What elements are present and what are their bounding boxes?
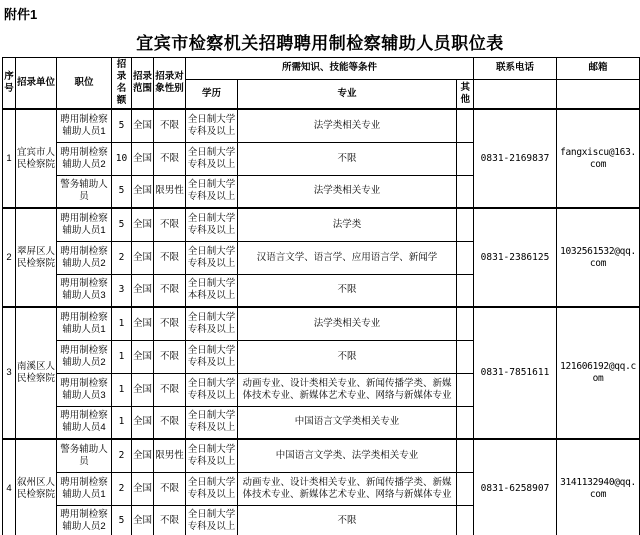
gender-cell: 限男性 — [154, 175, 186, 208]
scope-cell: 全国 — [132, 175, 154, 208]
education-cell: 全日制大学专科及以上 — [186, 439, 238, 472]
other-cell — [457, 142, 474, 175]
table-body — [3, 109, 640, 535]
education-cell: 全日制大学专科及以上 — [186, 307, 238, 340]
attachment-label: 附件1 — [4, 7, 38, 22]
major-cell: 动画专业、设计类相关专业、新闻传播学类、新媒体技术专业、新媒体艺术专业、网络与新媒体专业 — [238, 373, 457, 406]
other-cell — [457, 175, 474, 208]
gender-cell: 不限 — [154, 109, 186, 142]
major-cell: 不限 — [238, 274, 457, 307]
header-email-sub — [557, 79, 640, 109]
scope-cell: 全国 — [132, 439, 154, 472]
other-cell — [457, 406, 474, 439]
header-seq: 序号 — [3, 58, 16, 110]
header-education: 学历 — [186, 79, 238, 109]
scope-cell: 全国 — [132, 142, 154, 175]
major-cell: 法学类相关专业 — [238, 175, 457, 208]
page-title: 宜宾市检察机关招聘聘用制检察辅助人员职位表 — [136, 34, 504, 53]
unit-cell: 南溪区人民检察院 — [16, 307, 57, 439]
position-cell: 聘用制检察辅助人员1 — [57, 208, 112, 241]
other-cell — [457, 505, 474, 535]
other-cell — [457, 472, 474, 505]
education-cell: 全日制大学专科及以上 — [186, 505, 238, 535]
phone-cell: 0831-6258907 — [474, 439, 557, 535]
education-cell: 全日制大学专科及以上 — [186, 340, 238, 373]
header-quota: 招录名额 — [112, 58, 132, 110]
header-requirements: 所需知识、技能等条件 — [186, 58, 474, 80]
email-cell: 1032561532@qq.com — [557, 208, 640, 307]
seq-cell: 4 — [3, 439, 16, 535]
position-cell: 聘用制检察辅助人员3 — [57, 373, 112, 406]
header-gender: 招录对象性别 — [154, 58, 186, 110]
gender-cell: 不限 — [154, 472, 186, 505]
education-cell: 全日制大学专科及以上 — [186, 142, 238, 175]
email-cell: fangxiscu@163.com — [557, 109, 640, 208]
quota-cell: 1 — [112, 340, 132, 373]
gender-cell: 不限 — [154, 208, 186, 241]
seq-cell: 2 — [3, 208, 16, 307]
major-cell: 不限 — [238, 142, 457, 175]
position-cell: 聘用制检察辅助人员2 — [57, 241, 112, 274]
header-major: 专业 — [238, 79, 457, 109]
major-cell: 汉语言文学、语言学、应用语言学、新闻学 — [238, 241, 457, 274]
position-cell: 聘用制检察辅助人员2 — [57, 505, 112, 535]
position-cell: 聘用制检察辅助人员1 — [57, 307, 112, 340]
scope-cell: 全国 — [132, 373, 154, 406]
scope-cell: 全国 — [132, 472, 154, 505]
quota-cell: 3 — [112, 274, 132, 307]
header-email: 邮箱 — [557, 58, 640, 80]
education-cell: 全日制大学专科及以上 — [186, 472, 238, 505]
quota-cell: 1 — [112, 406, 132, 439]
gender-cell: 不限 — [154, 340, 186, 373]
positions-table — [2, 57, 640, 535]
header-position: 职位 — [57, 58, 112, 110]
email-cell: 121606192@qq.com — [557, 307, 640, 439]
education-cell: 全日制大学本科及以上 — [186, 274, 238, 307]
education-cell: 全日制大学专科及以上 — [186, 208, 238, 241]
other-cell — [457, 274, 474, 307]
position-cell: 聘用制检察辅助人员3 — [57, 274, 112, 307]
other-cell — [457, 373, 474, 406]
quota-cell: 2 — [112, 241, 132, 274]
position-cell: 聘用制检察辅助人员1 — [57, 109, 112, 142]
gender-cell: 不限 — [154, 274, 186, 307]
other-cell — [457, 439, 474, 472]
education-cell: 全日制大学专科及以上 — [186, 175, 238, 208]
scope-cell: 全国 — [132, 307, 154, 340]
major-cell: 中国语言文学类相关专业 — [238, 406, 457, 439]
quota-cell: 5 — [112, 175, 132, 208]
scope-cell: 全国 — [132, 241, 154, 274]
quota-cell: 5 — [112, 208, 132, 241]
major-cell: 中国语言文学类、法学类相关专业 — [238, 439, 457, 472]
quota-cell: 10 — [112, 142, 132, 175]
header-phone-sub — [474, 79, 557, 109]
gender-cell: 限男性 — [154, 439, 186, 472]
scope-cell: 全国 — [132, 274, 154, 307]
position-cell: 警务辅助人员 — [57, 175, 112, 208]
position-cell: 聘用制检察辅助人员2 — [57, 340, 112, 373]
scope-cell: 全国 — [132, 208, 154, 241]
quota-cell: 2 — [112, 439, 132, 472]
position-cell: 警务辅助人员 — [57, 439, 112, 472]
header-unit: 招录单位 — [16, 58, 57, 110]
quota-cell: 2 — [112, 472, 132, 505]
major-cell: 动画专业、设计类相关专业、新闻传播学类、新媒体技术专业、新媒体艺术专业、网络与新媒体专业 — [238, 472, 457, 505]
scope-cell: 全国 — [132, 406, 154, 439]
phone-cell: 0831-7851611 — [474, 307, 557, 439]
major-cell: 法学类相关专业 — [238, 307, 457, 340]
gender-cell: 不限 — [154, 373, 186, 406]
major-cell: 法学类 — [238, 208, 457, 241]
header-phone: 联系电话 — [474, 58, 557, 80]
education-cell: 全日制大学专科及以上 — [186, 373, 238, 406]
education-cell: 全日制大学专科及以上 — [186, 241, 238, 274]
gender-cell: 不限 — [154, 142, 186, 175]
quota-cell: 5 — [112, 505, 132, 535]
quota-cell: 1 — [112, 307, 132, 340]
unit-cell: 叙州区人民检察院 — [16, 439, 57, 535]
other-cell — [457, 241, 474, 274]
gender-cell: 不限 — [154, 505, 186, 535]
gender-cell: 不限 — [154, 307, 186, 340]
major-cell: 不限 — [238, 340, 457, 373]
position-cell: 聘用制检察辅助人员1 — [57, 472, 112, 505]
phone-cell: 0831-2169837 — [474, 109, 557, 208]
seq-cell: 3 — [3, 307, 16, 439]
header-other: 其他 — [457, 79, 474, 109]
scope-cell: 全国 — [132, 109, 154, 142]
scope-cell: 全国 — [132, 340, 154, 373]
phone-cell: 0831-2386125 — [474, 208, 557, 307]
seq-cell: 1 — [3, 109, 16, 208]
header-scope: 招录范围 — [132, 58, 154, 110]
other-cell — [457, 307, 474, 340]
unit-cell: 翠屏区人民检察院 — [16, 208, 57, 307]
major-cell: 不限 — [238, 505, 457, 535]
education-cell: 全日制大学专科及以上 — [186, 406, 238, 439]
unit-cell: 宜宾市人民检察院 — [16, 109, 57, 208]
position-cell: 聘用制检察辅助人员4 — [57, 406, 112, 439]
gender-cell: 不限 — [154, 241, 186, 274]
other-cell — [457, 109, 474, 142]
scope-cell: 全国 — [132, 505, 154, 535]
quota-cell: 1 — [112, 373, 132, 406]
education-cell: 全日制大学专科及以上 — [186, 109, 238, 142]
major-cell: 法学类相关专业 — [238, 109, 457, 142]
other-cell — [457, 208, 474, 241]
position-cell: 聘用制检察辅助人员2 — [57, 142, 112, 175]
gender-cell: 不限 — [154, 406, 186, 439]
other-cell — [457, 340, 474, 373]
quota-cell: 5 — [112, 109, 132, 142]
email-cell: 3141132940@qq.com — [557, 439, 640, 535]
